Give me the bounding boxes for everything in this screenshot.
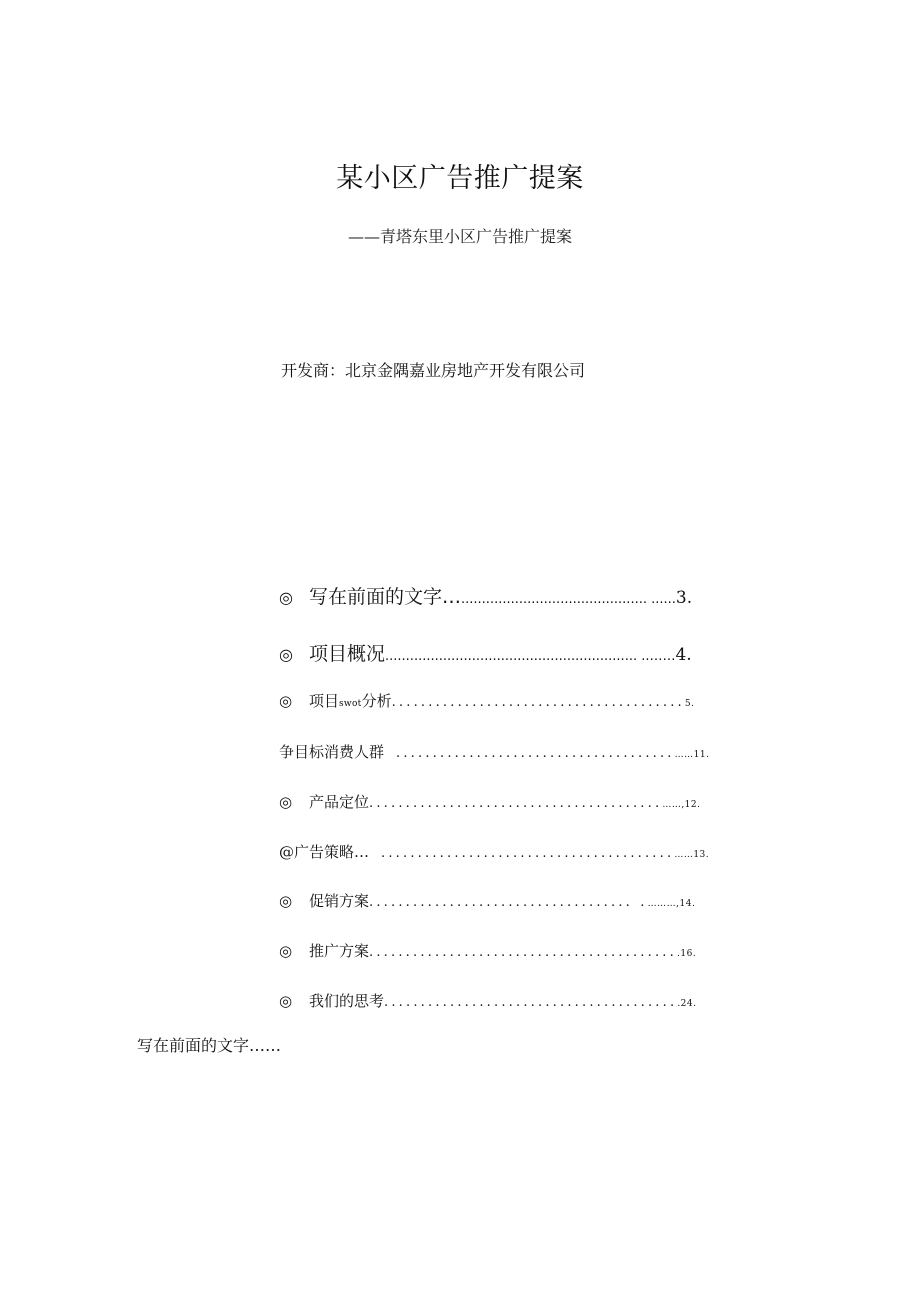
toc-leader: .......................................... <box>369 945 677 960</box>
bullet-icon: ◎ <box>279 793 293 811</box>
toc-leader: .................................... . <box>369 895 648 910</box>
toc-leader: ........................................ <box>384 995 678 1010</box>
toc-item-our-thoughts[interactable] <box>279 990 697 1011</box>
toc-item-marketing-plan[interactable] <box>279 940 696 961</box>
toc-item-label: 项目概况 <box>309 643 386 665</box>
toc-item-ad-strategy[interactable] <box>279 841 709 862</box>
toc-item-overview[interactable] <box>279 639 692 666</box>
bullet-icon: ◎ <box>279 942 293 960</box>
toc-page-number: .16. <box>676 949 697 959</box>
toc-item-promotion[interactable] <box>279 890 695 911</box>
toc-page-number: ……11. <box>674 750 710 760</box>
toc-item-target-consumers[interactable] <box>279 741 709 762</box>
toc-item-label: @广告策略… <box>279 843 370 861</box>
developer-line: 开发商：北京金隅嘉业房地产开发有限公司 <box>281 361 586 380</box>
bullet-icon: ◎ <box>279 892 293 910</box>
toc-page-number: 5. <box>684 699 695 709</box>
toc-leader: ............................................. ...... <box>461 592 676 607</box>
toc-item-foreword[interactable] <box>279 582 692 609</box>
bullet-icon: ◎ <box>279 588 293 607</box>
bullet-icon: ◎ <box>279 645 293 664</box>
toc-page-number: ……13. <box>674 850 710 860</box>
toc-item-label: 我们的思考 <box>309 992 385 1010</box>
toc-item-swot-label: swot <box>339 699 362 709</box>
document-subtitle: ——青塔东里小区广告推广提案 <box>347 227 572 246</box>
document-title: 某小区广告推广提案 <box>336 163 584 194</box>
toc-leader: ........................................ <box>381 846 675 861</box>
toc-item-swot[interactable] <box>279 690 694 711</box>
toc-item-label: 推广方案 <box>309 942 370 960</box>
toc-item-label: 产品定位 <box>309 793 370 811</box>
section-heading: 写在前面的文字…… <box>137 1036 282 1055</box>
toc-item-positioning[interactable] <box>279 791 701 812</box>
bullet-icon: ◎ <box>279 692 293 710</box>
toc-item-label-suffix: 分析 <box>361 692 392 710</box>
toc-leader: ........................................ <box>391 695 685 710</box>
toc-item-label: 写在前面的文字… <box>309 586 462 608</box>
bullet-icon: ◎ <box>279 992 293 1010</box>
toc-page-number: ………,14. <box>647 899 696 909</box>
toc-leader: ...................................... <box>396 746 675 761</box>
toc-leader: ........................................ <box>369 796 663 811</box>
toc-item-label: 争目标消费人群 <box>279 743 385 761</box>
toc-page-number: .24. <box>677 999 697 1009</box>
toc-item-label: 促销方案 <box>309 892 370 910</box>
toc-page-number: ……,12. <box>662 800 701 810</box>
toc-item-label: 项目 <box>309 692 340 710</box>
toc-page-number: 3. <box>675 588 693 608</box>
toc-leader: ............................................................. ..…… <box>385 649 676 664</box>
toc-page-number: 4. <box>675 645 692 665</box>
